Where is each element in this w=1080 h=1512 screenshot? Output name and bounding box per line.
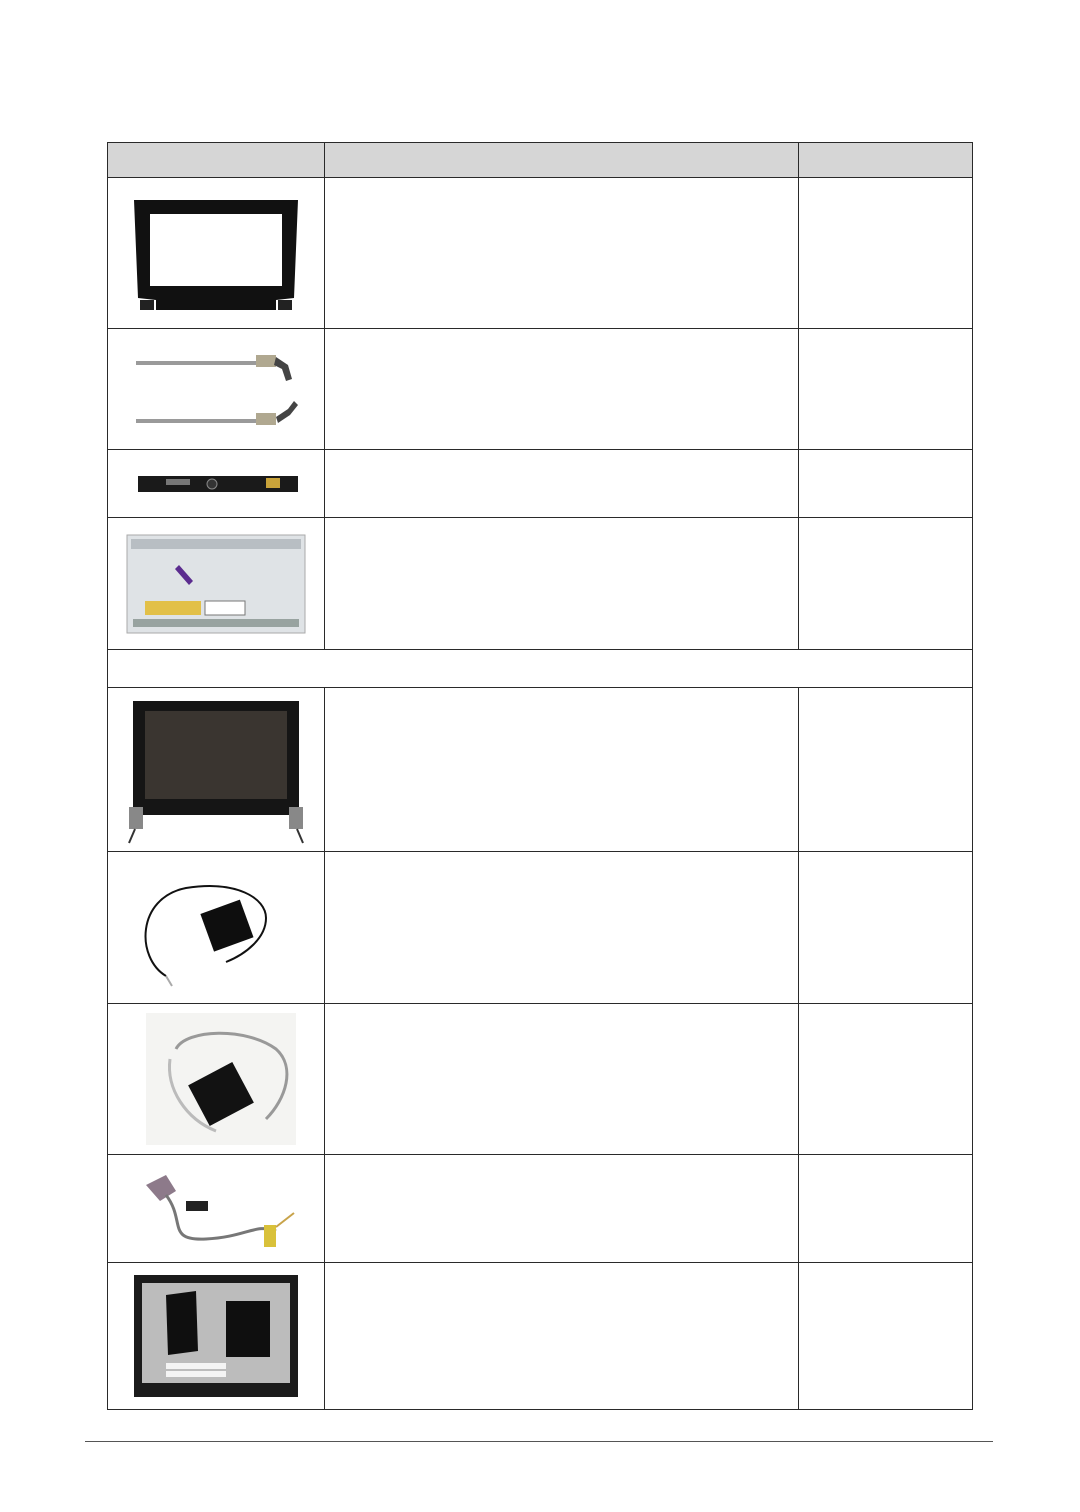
- lcd-panel-description: [325, 518, 799, 650]
- table-row: [108, 518, 973, 650]
- parts-table: [107, 142, 973, 1410]
- table-row: [108, 178, 973, 329]
- section-row: [108, 650, 973, 688]
- lcd-cover-image: [108, 1263, 325, 1410]
- antenna-cable-black-description: [325, 852, 799, 1004]
- lcd-cable-image: [108, 1155, 325, 1263]
- table-row: [108, 1155, 973, 1263]
- header-description: [325, 143, 799, 178]
- lcd-hinges-image: [108, 329, 325, 450]
- table-row: [108, 852, 973, 1004]
- lcd-panel-image: [108, 518, 325, 650]
- lcd-hinges-description: [325, 329, 799, 450]
- header-part-no: [799, 143, 973, 178]
- lcd-panel-part-no: [799, 518, 973, 650]
- camera-module-part-no: [799, 450, 973, 518]
- header-row: [108, 143, 973, 178]
- lcd-module-assembly-image: [108, 688, 325, 852]
- antenna-cable-white-image: [108, 1004, 325, 1155]
- antenna-cable-black-image: [108, 852, 325, 1004]
- lcd-module-assembly-part-no: [799, 688, 973, 852]
- footer-rule: [85, 1441, 993, 1442]
- lcd-bezel-image: [108, 178, 325, 329]
- lcd-cover-description: [325, 1263, 799, 1410]
- lcd-cover-part-no: [799, 1263, 973, 1410]
- lcd-cable-description: [325, 1155, 799, 1263]
- camera-module-description: [325, 450, 799, 518]
- header-image: [108, 143, 325, 178]
- lcd-module-assembly-description: [325, 688, 799, 852]
- table-row: [108, 1004, 973, 1155]
- table-row: [108, 450, 973, 518]
- lcd-bezel-part-no: [799, 178, 973, 329]
- camera-module-image: [108, 450, 325, 518]
- antenna-cable-black-part-no: [799, 852, 973, 1004]
- lcd-cable-part-no: [799, 1155, 973, 1263]
- lcd-bezel-description: [325, 178, 799, 329]
- table-row: [108, 688, 973, 852]
- table-row: [108, 329, 973, 450]
- table-row: [108, 1263, 973, 1410]
- antenna-cable-white-part-no: [799, 1004, 973, 1155]
- lcd-hinges-part-no: [799, 329, 973, 450]
- section-title: [108, 650, 973, 688]
- antenna-cable-white-description: [325, 1004, 799, 1155]
